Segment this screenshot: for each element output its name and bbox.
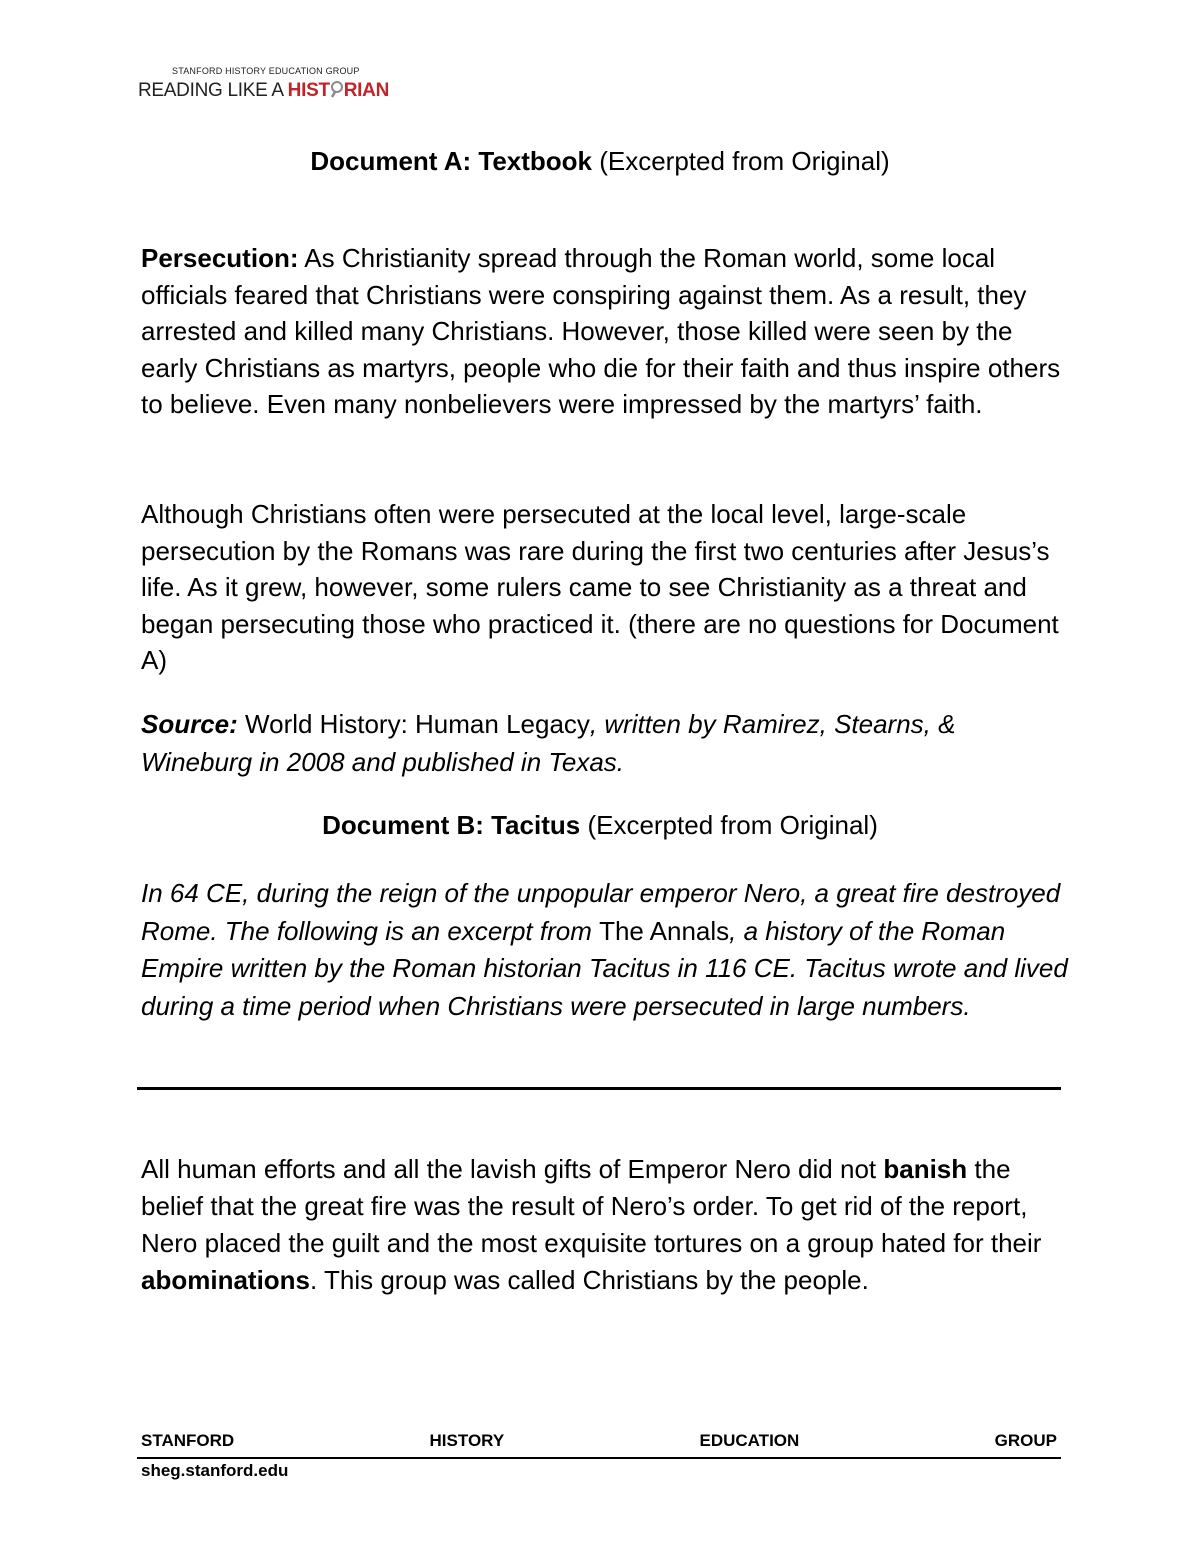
reading-like-a-historian-logo [138,66,390,106]
vocab-banish: banish [883,1154,968,1184]
excerpt-part-1: All human efforts and all the lavish gifts of Emperor Nero did not [141,1154,884,1184]
footer-url: sheg.stanford.edu [141,1461,289,1480]
logo-red-part-1: HIST [287,80,330,101]
footer-divider [137,1457,1061,1459]
source-details: , written by Ramirez, Stearns, & Wineburg in 2008 and published in Texas. [141,709,956,777]
document-a-source [141,705,1071,781]
annals-book-title: The Annals [599,915,730,946]
source-book-title: World History: Human Legacy [237,709,590,739]
excerpt-part-3: . This group was called Christians by the people. [310,1265,869,1295]
footer-word-history: HISTORY [429,1431,505,1450]
document-a-paragraph-1-text: As Christianity spread through the Roman world, some local officials feared that Christians were conspiring against them. As a result, they arrested and killed many Christians. However, those killed were seen by the early Christians as martyrs, people who die for their faith and thus inspire others to believe. Even many nonbelievers were impressed by the martyrs’ faith. [141,243,1061,419]
document-a-paragraph-1 [141,240,1071,423]
section-divider [137,1087,1061,1090]
vocab-abominations: abominations [141,1265,311,1295]
footer-word-stanford: STANFORD [141,1431,235,1450]
document-b-title-bold: Document B: Tacitus [322,810,581,840]
excerpt-part-2: the belief that the great fire was the result of Nero’s order. To get rid of the report, Nero placed the guilt and the most exquisite tortures on a group hated for their [141,1154,1042,1258]
logo-main-text [138,80,389,102]
document-b-intro-part-1: In 64 CE, during the reign of the unpopular emperor Nero, a great fire destroyed Rome. The following is an excerpt from [141,878,1061,946]
footer-word-group: GROUP [994,1431,1057,1450]
logo-main-prefix: READING LIKE A [138,80,288,101]
document-b-intro-part-2: , a history of the Roman Empire written by the Roman historian Tacitus in 116 CE. Tacitus wrote and lived during a time period when Christians were persecuted in large numbers. [141,915,1068,1021]
document-a-title-rest: (Excerpted from Original) [592,146,890,176]
footer-word-education: EDUCATION [699,1431,800,1450]
document-b-introduction [141,875,1071,1025]
magnifying-glass-icon [330,80,344,96]
document-a-title-bold: Document A: Textbook [310,146,592,176]
document-a-paragraph-2: Although Christians often were persecuted at the local level, large-scale persecution by the Romans was rare during the first two centuries after Jesus’s life. As it grew, however, some rulers came to see Christianity as a threat and began persecuting those who practiced it. (there are no questions for Document A) [141,499,1059,675]
persecution-label: Persecution: [141,243,299,273]
tacitus-excerpt [141,1151,1071,1299]
document-b-title [0,810,1200,841]
logo-top-text: STANFORD HISTORY EDUCATION GROUP [172,66,360,76]
document-a-title [0,146,1200,177]
document-b-title-rest: (Excerpted from Original) [580,810,878,840]
footer [141,1431,1057,1451]
source-label: Source: [141,709,238,739]
logo-red-part-2: RIAN [343,80,390,101]
